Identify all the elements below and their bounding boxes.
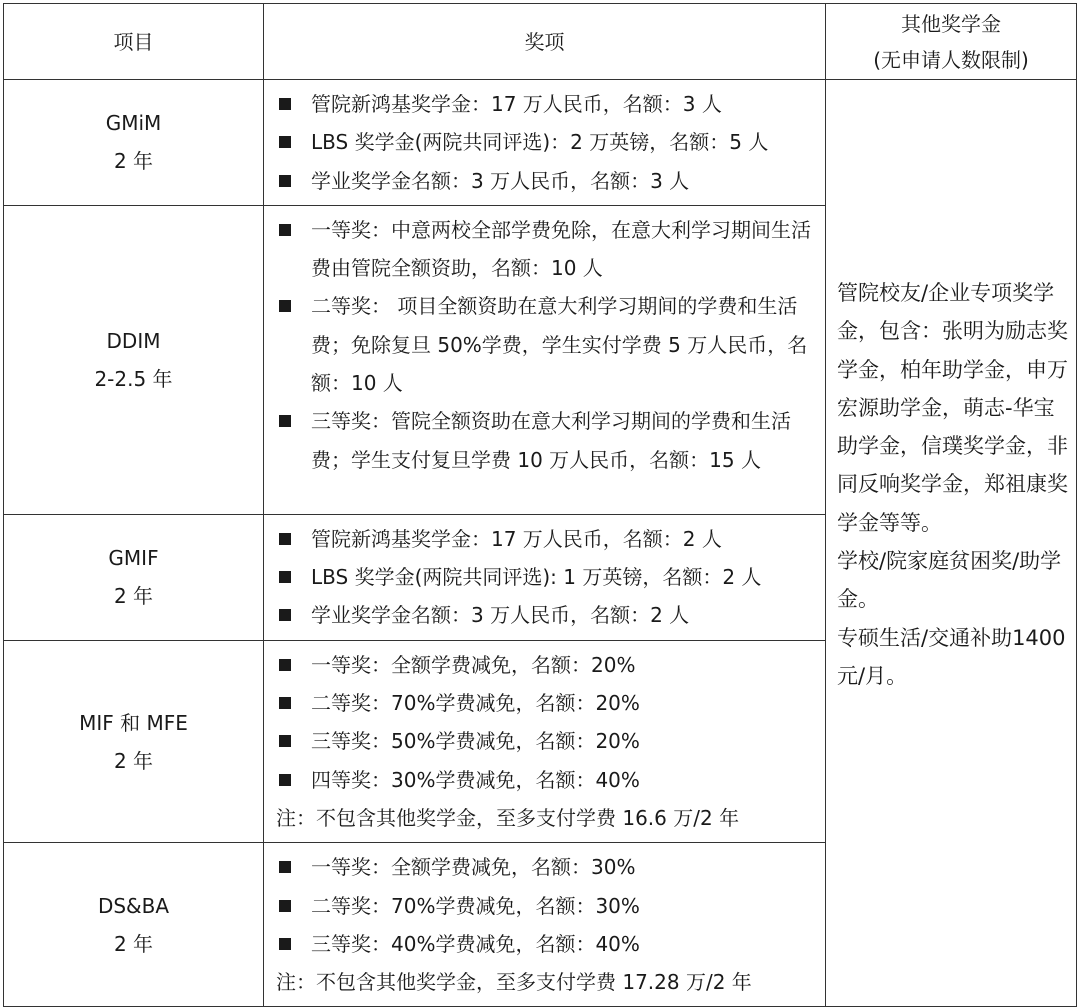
header-other-line2: (无申请人数限制): [873, 47, 1029, 72]
award-note: 注：不包含其他奖学金，至多支付学费 17.28 万/2 年: [276, 970, 752, 995]
list-item: 一等奖：全额学费减免，名额：30%: [276, 848, 817, 886]
square-bullet-icon: [279, 609, 291, 621]
awards-cell: [264, 205, 826, 514]
program-cell: [4, 80, 264, 206]
list-item: LBS 奖学金(两院共同评选): 1 万英镑，名额：2 人: [276, 558, 817, 596]
program-cell: [4, 843, 264, 1007]
square-bullet-icon: [279, 175, 291, 187]
square-bullet-icon: [279, 900, 291, 912]
list-item: 二等奖：70%学费减免，名额：20%: [276, 684, 817, 722]
list-item: LBS 奖学金(两院共同评选)：2 万英镑，名额：5 人: [276, 123, 817, 161]
square-bullet-icon: [279, 938, 291, 950]
square-bullet-icon: [279, 659, 291, 671]
header-other-line1: 其他奖学金: [901, 11, 1001, 36]
list-item: 管院新鸿基奖学金：17 万人民币，名额：2 人: [276, 520, 817, 558]
list-item: 二等奖：70%学费减免，名额：30%: [276, 887, 817, 925]
list-item: 一等奖：全额学费减免，名额：20%: [276, 646, 817, 684]
awards-cell: [264, 843, 826, 1007]
list-item: 学业奖学金名额：3 万人民币，名额：2 人: [276, 596, 817, 634]
square-bullet-icon: [279, 136, 291, 148]
awards-cell: [264, 80, 826, 206]
square-bullet-icon: [279, 224, 291, 236]
square-bullet-icon: [279, 774, 291, 786]
header-other-scholarships: [826, 4, 1077, 80]
list-item: 管院新鸿基奖学金：17 万人民币，名额：3 人: [276, 85, 817, 123]
square-bullet-icon: [279, 98, 291, 110]
square-bullet-icon: [279, 697, 291, 709]
program-name: DS&BA: [97, 893, 170, 918]
header-program: 项目: [4, 4, 264, 80]
program-cell: [4, 205, 264, 514]
list-item: 三等奖：40%学费减免，名额：40%: [276, 925, 817, 963]
header-awards: 奖项: [264, 4, 826, 80]
program-cell: [4, 640, 264, 842]
list-item: 二等奖： 项目全额资助在意大利学习期间的学费和生活费；免除复旦 50%学费，学生实付学费 5 万人民币，名额：10 人: [276, 287, 817, 402]
other-scholarships-cell: [826, 80, 1077, 1007]
scholarship-table: [3, 3, 1077, 1007]
program-name: MIF 和 MFE: [79, 710, 188, 735]
square-bullet-icon: [279, 533, 291, 545]
list-item: 三等奖：50%学费减免，名额：20%: [276, 722, 817, 760]
list-item: 三等奖：管院全额资助在意大利学习期间的学费和生活费；学生支付复旦学费 10 万人民币，名额：15 人: [276, 402, 817, 479]
program-name: GMIF: [108, 546, 159, 571]
list-item: 学业奖学金名额：3 万人民币，名额：3 人: [276, 162, 817, 200]
list-item: 四等奖：30%学费减免，名额：40%: [276, 761, 817, 799]
list-item: 一等奖：中意两校全部学费免除，在意大利学习期间生活费由管院全额资助，名额：10 人: [276, 211, 817, 288]
table-row: [4, 80, 1077, 206]
award-note: 注：不包含其他奖学金，至多支付学费 16.6 万/2 年: [276, 805, 740, 830]
program-duration: 2 年: [113, 931, 154, 956]
square-bullet-icon: [279, 300, 291, 312]
program-cell: [4, 514, 264, 640]
square-bullet-icon: [279, 415, 291, 427]
program-name: GMiM: [105, 111, 162, 136]
program-duration: 2 年: [113, 584, 154, 609]
square-bullet-icon: [279, 571, 291, 583]
awards-cell: [264, 640, 826, 842]
awards-cell: [264, 514, 826, 640]
table-header-row: [4, 4, 1077, 80]
program-duration: 2-2.5 年: [94, 366, 173, 391]
alumni-scholarships-text: 管院校友/企业专项奖学金，包含：张明为励志奖学金，柏年助学金，申万宏源助学金，萌志-华宝助学金，信璞奖学金，非同反响奖学金，郑祖康奖学金等等。: [837, 281, 1068, 535]
living-allowance-text: 专硕生活/交通补助1400 元/月。: [837, 625, 1066, 688]
square-bullet-icon: [279, 735, 291, 747]
program-name: DDIM: [106, 328, 161, 353]
square-bullet-icon: [279, 861, 291, 873]
program-duration: 2 年: [113, 748, 154, 773]
poverty-grant-text: 学校/院家庭贫困奖/助学金。: [837, 549, 1062, 612]
program-duration: 2 年: [113, 149, 154, 174]
